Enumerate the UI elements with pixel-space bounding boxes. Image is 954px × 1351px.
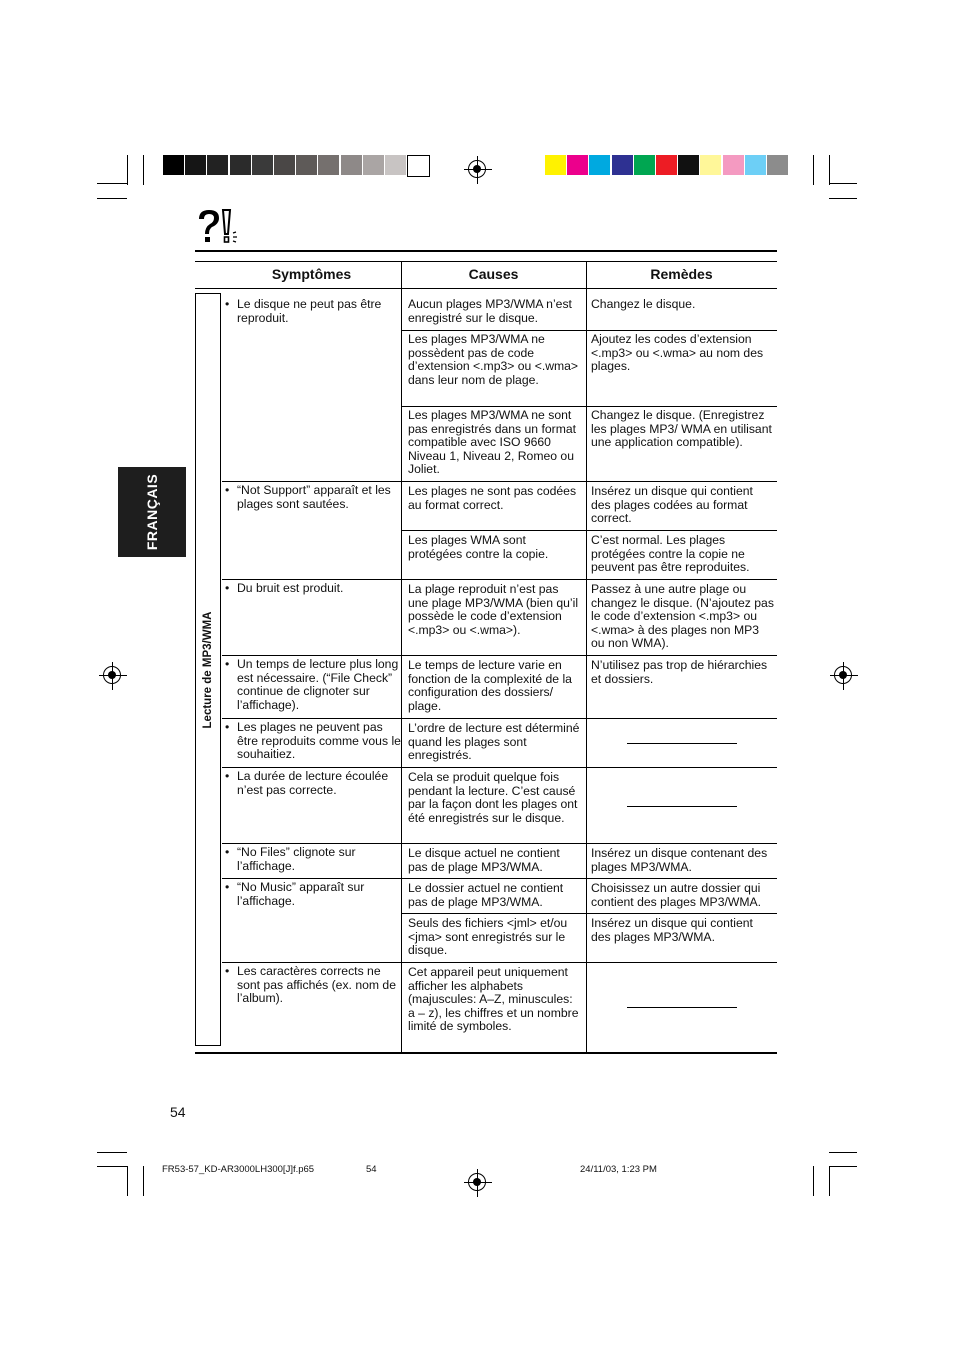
crop-mark: [829, 183, 857, 184]
crop-mark: [127, 155, 128, 185]
crop-mark: [829, 1166, 830, 1196]
cause-text: L’ordre de lecture est déterminé quand les plages sont enregistrés.: [408, 721, 580, 763]
crop-mark: [127, 1166, 128, 1196]
symptom-item: • La durée de lecture écoulée n’est pas correcte.: [225, 770, 402, 797]
footer-page: 54: [366, 1164, 377, 1175]
crop-mark: [143, 155, 144, 185]
symptom-item: • “No Music” apparaît sur l’affichage.: [225, 881, 402, 908]
crop-mark: [829, 1152, 857, 1153]
registration-mark-icon: [468, 160, 486, 178]
crop-mark: [97, 1166, 127, 1167]
symptom-item: • Le disque ne peut pas être reproduit.: [225, 298, 402, 325]
symptom-item: • “No Files” clignote sur l’affichage.: [225, 846, 402, 873]
symptom-item: • Les caractères corrects ne sont pas affichés (ex. nom de l’album).: [225, 965, 402, 1006]
remedy-text: Insérez un disque qui contient des plages codées au format correct.: [591, 484, 753, 526]
registration-mark-icon: [468, 1173, 486, 1191]
color-swatch: [612, 155, 633, 175]
language-tab-label: FRANÇAIS: [144, 473, 160, 551]
gray-swatch: [407, 155, 430, 177]
row-divider: [222, 655, 777, 656]
symptom-item: • Les plages ne peuvent pas être reproduits comme vous le souhaitiez.: [225, 721, 402, 762]
color-swatch: [723, 155, 744, 175]
section-label: Lecture de MP3/WMA: [202, 611, 214, 729]
crop-mark: [813, 155, 814, 185]
gray-swatch: [230, 155, 251, 175]
color-swatch: [589, 155, 610, 175]
gray-swatch: [318, 155, 339, 175]
cause-text: Cet appareil peut uniquement afficher les alphabets (majuscules: A–Z, minuscules: a – z), les chiffres et un nombre limité de symboles.: [408, 965, 579, 1034]
cause-text: Les plages ne sont pas codées au format correct.: [408, 484, 577, 512]
remedy-text: Ajoutez les codes d’extension <.mp3> ou <.wma> au nom des plages.: [591, 332, 764, 374]
question-exclamation-icon: [195, 207, 245, 247]
footer-date: 24/11/03, 1:23 PM: [580, 1164, 657, 1175]
cause-text: Le dossier actuel ne contient pas de plage MP3/WMA.: [408, 881, 564, 909]
crop-mark: [813, 1166, 814, 1196]
color-swatch: [656, 155, 677, 175]
row-divider: [222, 878, 777, 879]
registration-mark-icon: [834, 666, 852, 684]
color-swatch: [678, 155, 699, 175]
page-number: 54: [170, 1104, 186, 1120]
row-divider: [222, 579, 777, 580]
symptom-item: • Du bruit est produit.: [225, 582, 402, 596]
footer-filename: FR53-57_KD-AR3000LH300[J]f.p65: [162, 1164, 315, 1175]
table-top-rule: [195, 250, 777, 252]
remedy-text: C’est normal. Les plages protégées contre la copie ne peuvent pas être reproduites.: [591, 533, 750, 575]
row-divider: [222, 718, 777, 719]
cause-text: La plage reproduit n’est pas une plage MP3/WMA (bien qu’il possède le code d’extension <.mp3> ou <.wma>).: [408, 582, 579, 637]
gray-swatch: [185, 155, 206, 175]
row-divider: [222, 962, 777, 963]
row-divider: [401, 913, 777, 914]
no-remedy-dash: [627, 806, 737, 807]
symptom-item: • Un temps de lecture plus long est nécessaire. (“File Check” continue de clignoter sur l’affichage).: [225, 658, 402, 712]
color-swatch: [567, 155, 588, 175]
registration-mark-icon: [103, 666, 121, 684]
gray-swatch: [274, 155, 295, 175]
crop-mark: [97, 198, 127, 199]
row-divider: [401, 330, 777, 331]
table-bottom-rule: [195, 1052, 777, 1054]
cause-text: Les plages MP3/WMA ne possèdent pas de code d’extension <.mp3> ou <.wma> dans leur nom de plage.: [408, 332, 579, 387]
remedy-text: Insérez un disque qui contient des plages MP3/WMA.: [591, 916, 753, 944]
crop-mark: [97, 1152, 127, 1153]
color-swatch: [545, 155, 566, 175]
remedy-text: Changez le disque. (Enregistrez les plages MP3/ WMA en utilisant une application compatible).: [591, 408, 772, 450]
color-swatch: [700, 155, 721, 175]
no-remedy-dash: [627, 1007, 737, 1008]
crop-mark: [143, 1166, 144, 1196]
gray-swatch: [363, 155, 384, 175]
crop-mark: [97, 183, 127, 184]
gray-swatch: [296, 155, 317, 175]
no-remedy-dash: [627, 743, 737, 744]
cause-text: Les plages WMA sont protégées contre la copie.: [408, 533, 549, 561]
symptom-item: • “Not Support” apparaît et les plages sont sautées.: [225, 484, 402, 511]
row-divider: [401, 530, 777, 531]
row-divider: [222, 767, 777, 768]
header-symptoms: Symptômes: [271, 266, 352, 282]
remedy-text: Insérez un disque contenant des plages MP3/WMA.: [591, 846, 768, 874]
header-remedies: Remèdes: [650, 266, 713, 282]
remedy-text: Choisissez un autre dossier qui contient des plages MP3/WMA.: [591, 881, 762, 909]
cause-text: Cela se produit quelque fois pendant la lecture. C’est causé par la façon dont les plages ont été enregistrés sur le disque.: [408, 770, 578, 825]
cause-text: Le temps de lecture varie en fonction de la complexité de la configuration des dossiers/ plage.: [408, 658, 572, 713]
row-divider: [222, 843, 777, 844]
language-tab: [118, 467, 186, 557]
color-swatch: [745, 155, 766, 175]
crop-mark: [829, 1166, 857, 1167]
color-swatch: [767, 155, 788, 175]
gray-swatch: [385, 155, 406, 175]
gray-swatch: [163, 155, 184, 175]
remedy-text: Changez le disque.: [591, 297, 696, 311]
cause-text: Le disque actuel ne contient pas de plage MP3/WMA.: [408, 846, 560, 874]
rule: [195, 261, 777, 262]
gray-swatch: [252, 155, 273, 175]
color-swatch: [634, 155, 655, 175]
rule: [195, 288, 777, 289]
crop-mark: [829, 155, 830, 185]
row-divider: [401, 406, 777, 407]
column-divider: [586, 288, 587, 1053]
crop-mark: [829, 198, 857, 199]
cause-text: Aucun plages MP3/WMA n’est enregistré sur le disque.: [408, 297, 572, 325]
gray-swatch: [207, 155, 228, 175]
gray-swatch: [341, 155, 362, 175]
cause-text: Les plages MP3/WMA ne sont pas enregistrés dans un format compatible avec ISO 9660 Niveau 1, Niveau 2, Romeo ou Joliet.: [408, 408, 577, 477]
remedy-text: N’utilisez pas trop de hiérarchies et dossiers.: [591, 658, 768, 686]
header-causes: Causes: [468, 266, 519, 282]
cause-text: Seuls des fichiers <jml> et/ou <jma> sont enregistrés sur le disque.: [408, 916, 568, 958]
remedy-text: Passez à une autre plage ou changez le disque. (N’ajoutez pas le code d’extension <.mp3> ou <.wma> à des plages non MP3 ou non WMA).: [591, 582, 774, 651]
row-divider: [222, 481, 777, 482]
